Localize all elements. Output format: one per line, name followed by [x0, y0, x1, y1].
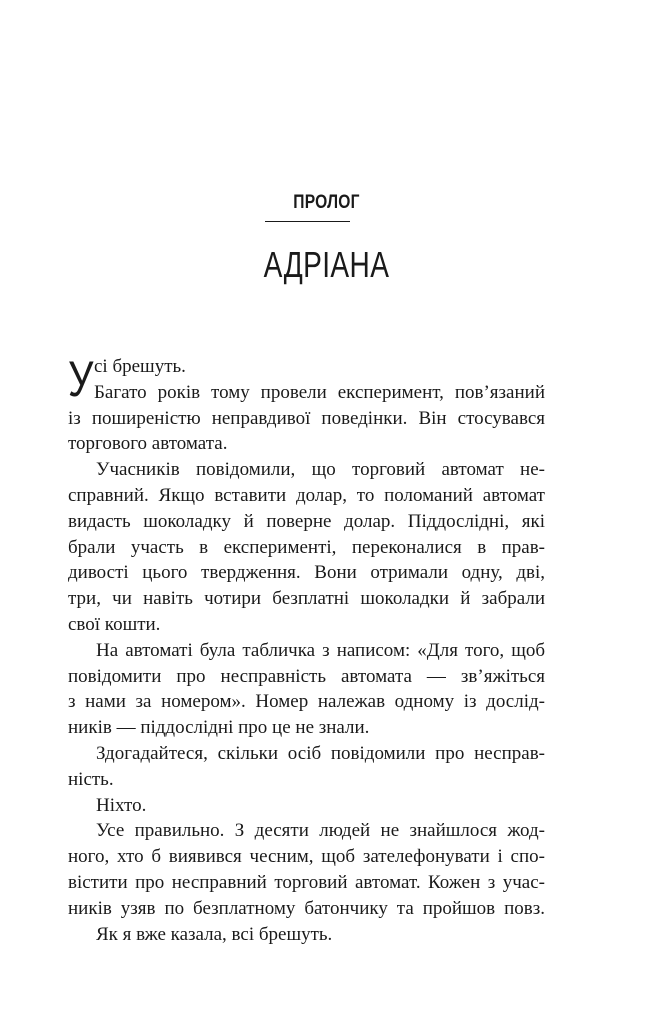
text-line: Багато років тому провели експеримент, пов’язаний — [94, 381, 545, 403]
text-line: Учасників повідомили, що торговий автомат не- — [96, 459, 545, 481]
text-line: видасть шоколадку й поверне долар. Піддослідні, які — [68, 510, 545, 532]
prologue-label: ПРОЛОГ — [293, 192, 360, 213]
text-line: ного, хто б виявився чесним, щоб зателефонувати і спо- — [68, 846, 545, 868]
text-line: Здогадайтеся, скільки осіб повідомили про несправ- — [96, 742, 545, 764]
text-line: дивості цього твердження. Вони отримали одну, дві, — [68, 562, 545, 584]
text-line: ників узяв по безплатному батончику та пройшов повз. — [68, 897, 545, 919]
prologue-text — [68, 351, 545, 947]
text-line: торгового автомата. — [68, 433, 228, 455]
text-line: ників — піддослідні про це не знали. — [68, 717, 370, 739]
chapter-title: АДРІАНА — [263, 244, 390, 285]
text-line: вістити про несправний торговий автомат. Кожен з учас- — [68, 871, 545, 893]
text-line: брали участь в експерименті, переконалися в прав- — [68, 536, 545, 558]
text-line: справний. Якщо вставити долар, то поломаний автомат — [68, 484, 545, 506]
text-line: Усе правильно. З десяти людей не знайшлося жод- — [96, 820, 545, 842]
text-line: Як я вже казала, всі брешуть. — [96, 923, 333, 945]
text-line: три, чи навіть чотири безплатні шоколадки й забрали — [68, 588, 545, 610]
text-line: На автоматі була табличка з написом: «Для того, щоб — [96, 639, 545, 661]
text-line: ність. — [68, 768, 114, 790]
text-line: з нами за номером». Номер належав одному із дослід- — [68, 691, 545, 713]
text-line: сі брешуть. — [94, 356, 186, 377]
drop-cap: У — [68, 351, 94, 407]
text-line: Ніхто. — [96, 794, 147, 816]
text-line: повідомити про несправність автомата — зв’яжіться — [68, 665, 545, 687]
title-underline — [265, 221, 350, 222]
text-line: із поширеністю неправдивої поведінки. Він стосувався — [68, 407, 545, 429]
text-line: свої кошти. — [68, 613, 161, 635]
